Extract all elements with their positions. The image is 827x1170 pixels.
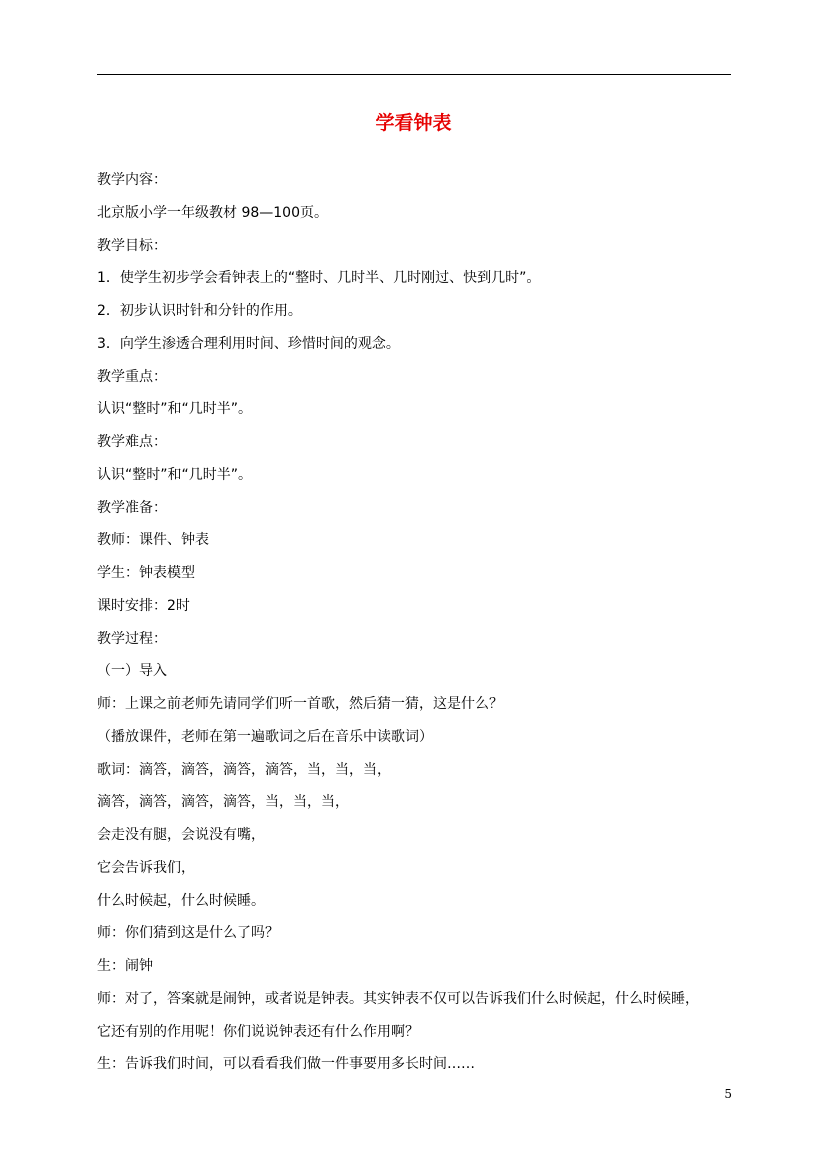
dialogue-line: 师：对了，答案就是闹钟，或者说是钟表。其实钟表不仅可以告诉我们什么时候起，什么时候睡，: [97, 990, 699, 1007]
page-number: 5: [724, 1087, 732, 1101]
body-line: 认识“整时”和“几时半”。: [97, 401, 253, 418]
lyrics-line: 什么时候起，什么时候睡。: [97, 892, 265, 909]
dialogue-line: 师：上课之前老师先请同学们听一首歌，然后猜一猜，这是什么？: [97, 696, 503, 712]
section-heading-preparation: 教学准备：: [97, 499, 167, 516]
lyrics-line: 歌词：滴答，滴答，滴答，滴答，当，当，当，: [97, 761, 391, 778]
body-line: 教师：课件、钟表: [97, 532, 209, 549]
document-body: [97, 168, 731, 1085]
header-rule: [97, 74, 731, 75]
dialogue-line: 它还有别的作用呢！你们说说钟表还有什么作用啊？: [97, 1023, 419, 1040]
body-line: 北京版小学一年级教材 98—100页。: [97, 204, 328, 221]
lyrics-line: 会走没有腿，会说没有嘴，: [97, 827, 265, 843]
stage-note: （播放课件，老师在第一遍歌词之后在音乐中读歌词）: [97, 728, 433, 745]
section-heading-difficulties: 教学难点：: [97, 434, 167, 450]
section-heading-content: 教学内容：: [97, 172, 167, 188]
lyrics-line: 滴答，滴答，滴答，滴答，当，当，当，: [97, 794, 349, 811]
body-line: 学生：钟表模型: [97, 565, 195, 581]
section-heading-process: 教学过程：: [97, 630, 167, 647]
dialogue-line: 生：告诉我们时间，可以看看我们做一件事要用多长时间……: [97, 1056, 475, 1073]
body-line: 认识“整时”和“几时半”。: [97, 466, 253, 483]
lyrics-line: 它会告诉我们，: [97, 859, 195, 876]
document-title: 学看钟表: [375, 112, 452, 134]
section-heading-key-points: 教学重点：: [97, 368, 167, 385]
list-item: 3．向学生渗透合理利用时间、珍惜时间的观念。: [97, 335, 400, 352]
dialogue-line: 生：闹钟: [97, 958, 153, 974]
sub-heading: （一）导入: [97, 663, 167, 680]
body-line: 课时安排：2时: [97, 597, 190, 614]
list-item: 2．初步认识时针和分针的作用。: [97, 303, 302, 319]
section-heading-objectives: 教学目标：: [97, 237, 167, 254]
dialogue-line: 师：你们猜到这是什么了吗？: [97, 925, 279, 942]
list-item: 1．使学生初步学会看钟表上的“整时、几时半、几时刚过、快到几时”。: [97, 270, 541, 287]
